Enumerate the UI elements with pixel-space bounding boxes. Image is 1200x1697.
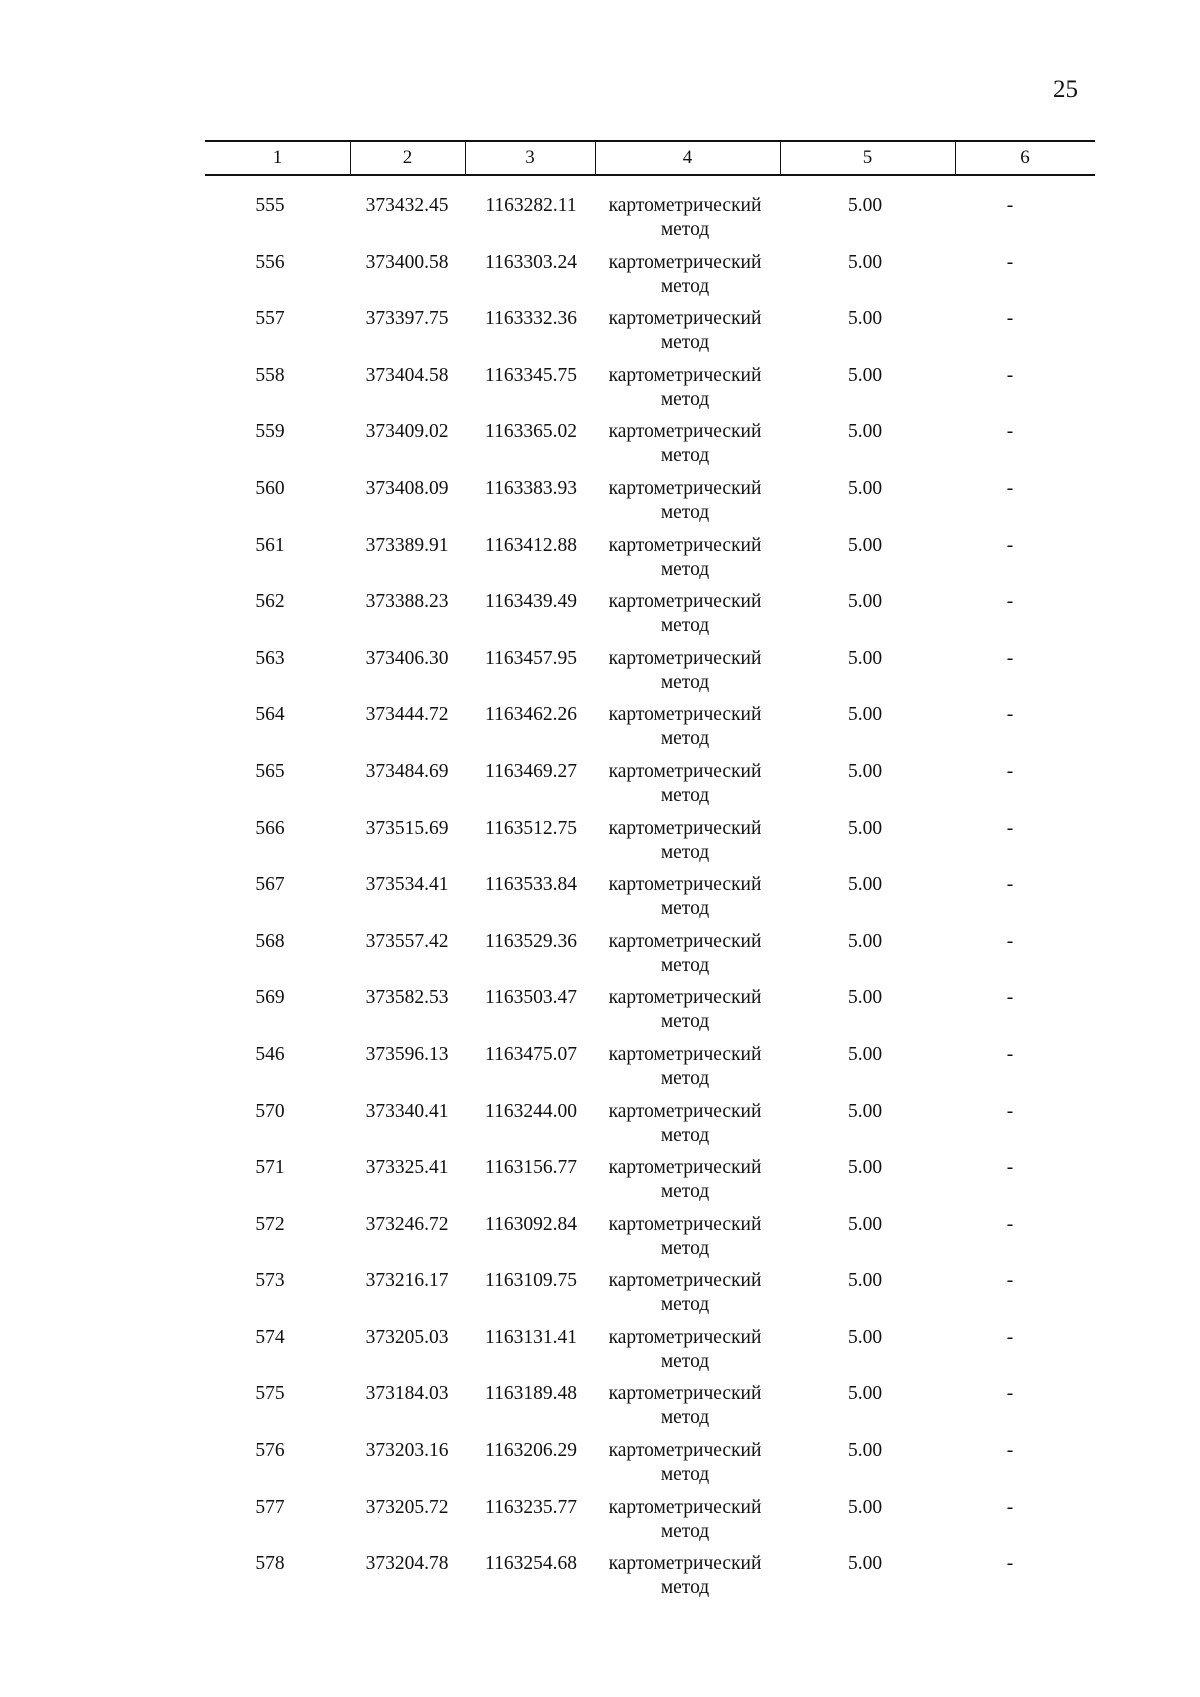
method-text: картометрический <box>608 704 762 726</box>
coordinate-x: 373484.69 <box>365 760 449 782</box>
method-cell <box>590 873 780 921</box>
point-number: 556 <box>255 251 285 273</box>
point-number: 571 <box>255 1157 285 1179</box>
coordinate-x: 373216.17 <box>365 1270 449 1292</box>
method-cell <box>590 364 780 412</box>
accuracy-value: 5.00 <box>847 364 883 386</box>
description-value: - <box>1006 1270 1014 1292</box>
table-row <box>0 986 1200 1043</box>
description-value: - <box>1006 364 1014 386</box>
point-number: 559 <box>255 421 285 443</box>
method-text: метод <box>660 898 710 920</box>
method-text: картометрический <box>608 817 762 839</box>
coordinate-x: 373444.72 <box>365 704 449 726</box>
method-cell <box>590 590 780 638</box>
point-number: 565 <box>255 760 285 782</box>
method-text: картометрический <box>608 534 762 556</box>
method-cell <box>590 647 780 695</box>
method-text: картометрический <box>608 874 762 896</box>
accuracy-value: 5.00 <box>847 421 883 443</box>
coordinate-x: 373409.02 <box>365 421 449 443</box>
method-cell <box>590 1326 780 1374</box>
table-row <box>0 194 1200 251</box>
method-text: метод <box>660 445 710 467</box>
method-text: метод <box>660 1237 710 1259</box>
method-text: метод <box>660 728 710 750</box>
table-row <box>0 1043 1200 1100</box>
method-text: картометрический <box>608 1553 762 1575</box>
method-text: метод <box>660 388 710 410</box>
header-col-3: 3 <box>525 147 535 168</box>
method-text: картометрический <box>608 251 762 273</box>
table-row <box>0 873 1200 930</box>
point-number: 576 <box>255 1440 285 1462</box>
table-row <box>0 703 1200 760</box>
method-text: метод <box>660 501 710 523</box>
table-row <box>0 1382 1200 1439</box>
description-value: - <box>1006 1213 1014 1235</box>
header-col-5: 5 <box>862 147 873 168</box>
method-cell <box>590 1439 780 1487</box>
description-value: - <box>1006 1043 1014 1065</box>
header-col-1: 1 <box>272 147 283 168</box>
method-text: картометрический <box>608 1440 762 1462</box>
description-value: - <box>1006 987 1014 1009</box>
coordinate-y: 1163109.75 <box>485 1270 577 1292</box>
accuracy-value: 5.00 <box>847 1383 883 1405</box>
method-cell <box>590 1043 780 1091</box>
table-row <box>0 1100 1200 1157</box>
accuracy-value: 5.00 <box>847 195 883 216</box>
point-number: 573 <box>255 1270 285 1292</box>
table-row <box>0 760 1200 817</box>
accuracy-value: 5.00 <box>847 308 883 330</box>
description-value: - <box>1006 647 1014 669</box>
method-cell <box>590 1100 780 1148</box>
point-number: 572 <box>255 1213 285 1235</box>
point-number: 569 <box>255 987 285 1009</box>
method-cell <box>590 930 780 978</box>
method-text: картометрический <box>608 1213 762 1235</box>
header-col-2: 2 <box>402 147 413 168</box>
accuracy-value: 5.00 <box>847 1440 883 1462</box>
description-value: - <box>1006 930 1014 952</box>
table-row <box>0 1439 1200 1496</box>
method-text: метод <box>660 784 710 806</box>
table-row <box>0 1552 1200 1609</box>
description-value: - <box>1006 308 1014 330</box>
method-cell <box>590 1213 780 1261</box>
accuracy-value: 5.00 <box>847 1270 883 1292</box>
point-number: 558 <box>255 364 285 386</box>
point-number: 577 <box>255 1496 285 1518</box>
table-row <box>0 1213 1200 1270</box>
point-number: 557 <box>255 308 285 330</box>
coordinate-y: 1163503.47 <box>485 987 577 1009</box>
method-text: картометрический <box>608 421 762 443</box>
method-cell <box>590 760 780 808</box>
coordinate-y: 1163131.41 <box>485 1326 577 1348</box>
table-row <box>0 420 1200 477</box>
method-cell <box>590 534 780 582</box>
coordinate-y: 1163189.48 <box>485 1383 577 1405</box>
accuracy-value: 5.00 <box>847 251 883 273</box>
coordinate-x: 373397.75 <box>365 308 449 330</box>
accuracy-value: 5.00 <box>847 1043 883 1065</box>
description-value: - <box>1006 874 1014 896</box>
point-number: 546 <box>255 1043 285 1065</box>
method-text: метод <box>660 332 710 354</box>
coordinate-x: 373432.45 <box>365 195 449 216</box>
coordinate-x: 373246.72 <box>365 1213 449 1235</box>
coordinate-y: 1163206.29 <box>485 1440 577 1462</box>
accuracy-value: 5.00 <box>847 534 883 556</box>
header-col-6: 6 <box>1020 147 1030 168</box>
coordinate-x: 373596.13 <box>365 1043 449 1065</box>
table-row <box>0 477 1200 534</box>
coordinate-y: 1163529.36 <box>485 930 577 952</box>
accuracy-value: 5.00 <box>847 930 883 952</box>
method-cell <box>590 420 780 468</box>
method-text: метод <box>660 1464 710 1486</box>
method-cell <box>590 1269 780 1317</box>
method-text: картометрический <box>608 760 762 782</box>
accuracy-value: 5.00 <box>847 1553 883 1575</box>
coordinate-y: 1163439.49 <box>485 591 577 613</box>
coordinate-x: 373404.58 <box>365 364 449 386</box>
coordinate-y: 1163254.68 <box>485 1553 577 1575</box>
method-cell <box>590 251 780 299</box>
method-cell <box>590 817 780 865</box>
coordinate-y: 1163469.27 <box>485 760 577 782</box>
method-cell <box>590 1552 780 1600</box>
coordinate-x: 373205.72 <box>365 1496 449 1518</box>
coordinate-x: 373203.16 <box>365 1440 449 1462</box>
coordinate-y: 1163332.36 <box>485 308 577 330</box>
coordinate-y: 1163365.02 <box>485 421 577 443</box>
point-number: 570 <box>255 1100 285 1122</box>
page-number: 25 <box>1053 76 1078 103</box>
method-text: метод <box>660 841 710 863</box>
method-text: метод <box>660 1407 710 1429</box>
method-text: метод <box>660 954 710 976</box>
method-text: метод <box>660 1350 710 1372</box>
description-value: - <box>1006 1440 1014 1462</box>
table-row <box>0 307 1200 364</box>
coordinate-x: 373582.53 <box>365 987 449 1009</box>
table-row <box>0 647 1200 704</box>
method-text: картометрический <box>608 308 762 330</box>
method-cell <box>590 477 780 525</box>
coordinate-y: 1163303.24 <box>485 251 577 273</box>
method-cell <box>590 307 780 355</box>
coordinate-x: 373184.03 <box>365 1383 449 1405</box>
accuracy-value: 5.00 <box>847 1326 883 1348</box>
table-row <box>0 1156 1200 1213</box>
accuracy-value: 5.00 <box>847 1100 883 1122</box>
point-number: 567 <box>255 874 285 896</box>
coordinate-x: 373515.69 <box>365 817 449 839</box>
method-text: метод <box>660 1181 710 1203</box>
table-row <box>0 930 1200 987</box>
description-value: - <box>1006 1157 1014 1179</box>
method-text: картометрический <box>608 364 762 386</box>
coordinate-y: 1163457.95 <box>485 647 577 669</box>
coordinate-x: 373389.91 <box>365 534 449 556</box>
method-cell <box>590 1496 780 1544</box>
method-text: картометрический <box>608 195 762 216</box>
table-row <box>0 1326 1200 1383</box>
table-row <box>0 817 1200 874</box>
table-row <box>0 1269 1200 1326</box>
point-number: 574 <box>255 1326 285 1348</box>
method-text: метод <box>660 671 710 693</box>
method-cell <box>590 986 780 1034</box>
method-text: метод <box>660 219 710 240</box>
method-text: картометрический <box>608 930 762 952</box>
coordinate-x: 373340.41 <box>365 1100 449 1122</box>
description-value: - <box>1006 195 1014 216</box>
description-value: - <box>1006 421 1014 443</box>
accuracy-value: 5.00 <box>847 1213 883 1235</box>
coordinate-x: 373406.30 <box>365 647 449 669</box>
accuracy-value: 5.00 <box>847 874 883 896</box>
method-text: картометрический <box>608 987 762 1009</box>
coordinate-x: 373205.03 <box>365 1326 449 1348</box>
coordinate-y: 1163156.77 <box>485 1157 577 1179</box>
method-cell <box>590 1156 780 1204</box>
method-text: метод <box>660 275 710 297</box>
coordinate-y: 1163282.11 <box>485 195 577 216</box>
description-value: - <box>1006 704 1014 726</box>
coordinate-x: 373388.23 <box>365 591 449 613</box>
description-value: - <box>1006 591 1014 613</box>
accuracy-value: 5.00 <box>847 817 883 839</box>
method-cell <box>590 1382 780 1430</box>
accuracy-value: 5.00 <box>847 647 883 669</box>
point-number: 560 <box>255 477 285 499</box>
coordinate-y: 1163462.26 <box>485 704 577 726</box>
description-value: - <box>1006 477 1014 499</box>
point-number: 555 <box>255 195 285 216</box>
description-value: - <box>1006 760 1014 782</box>
point-number: 568 <box>255 930 285 952</box>
method-text: картометрический <box>608 647 762 669</box>
point-number: 561 <box>255 534 285 556</box>
accuracy-value: 5.00 <box>847 477 883 499</box>
table-body <box>0 194 1200 1609</box>
table-row <box>0 1496 1200 1553</box>
coordinate-y: 1163345.75 <box>485 364 577 386</box>
point-number: 563 <box>255 647 285 669</box>
description-value: - <box>1006 1326 1014 1348</box>
method-text: метод <box>660 1011 710 1033</box>
coordinate-y: 1163383.93 <box>485 477 577 499</box>
coordinate-y: 1163244.00 <box>485 1100 577 1122</box>
table-row <box>0 364 1200 421</box>
description-value: - <box>1006 1383 1014 1405</box>
coordinate-y: 1163533.84 <box>485 874 577 896</box>
accuracy-value: 5.00 <box>847 987 883 1009</box>
method-text: картометрический <box>608 1100 762 1122</box>
method-text: метод <box>660 558 710 580</box>
coordinate-x: 373204.78 <box>365 1553 449 1575</box>
accuracy-value: 5.00 <box>847 1496 883 1518</box>
accuracy-value: 5.00 <box>847 760 883 782</box>
table-header <box>205 140 1095 176</box>
description-value: - <box>1006 1496 1014 1518</box>
method-text: картометрический <box>608 1383 762 1405</box>
method-text: метод <box>660 1294 710 1316</box>
description-value: - <box>1006 251 1014 273</box>
point-number: 578 <box>255 1553 285 1575</box>
coordinate-y: 1163512.75 <box>485 817 577 839</box>
coordinate-x: 373325.41 <box>365 1157 449 1179</box>
method-text: картометрический <box>608 1326 762 1348</box>
table-row <box>0 590 1200 647</box>
method-text: картометрический <box>608 1270 762 1292</box>
method-text: картометрический <box>608 1043 762 1065</box>
method-text: картометрический <box>608 1157 762 1179</box>
coordinate-x: 373534.41 <box>365 874 449 896</box>
coordinate-x: 373408.09 <box>365 477 449 499</box>
point-number: 564 <box>255 704 285 726</box>
description-value: - <box>1006 1100 1014 1122</box>
coordinate-x: 373557.42 <box>365 930 449 952</box>
method-text: метод <box>660 1577 710 1599</box>
description-value: - <box>1006 1553 1014 1575</box>
table-row <box>0 251 1200 308</box>
point-number: 575 <box>255 1383 285 1405</box>
coordinate-x: 373400.58 <box>365 251 449 273</box>
method-text: картометрический <box>608 1496 762 1518</box>
accuracy-value: 5.00 <box>847 591 883 613</box>
coordinate-y: 1163412.88 <box>485 534 577 556</box>
point-number: 566 <box>255 817 285 839</box>
coordinate-y: 1163235.77 <box>485 1496 577 1518</box>
method-cell <box>590 703 780 751</box>
description-value: - <box>1006 534 1014 556</box>
coordinate-y: 1163475.07 <box>485 1043 577 1065</box>
table-row <box>0 534 1200 591</box>
method-text: метод <box>660 1520 710 1542</box>
description-value: - <box>1006 817 1014 839</box>
coordinate-y: 1163092.84 <box>485 1213 577 1235</box>
method-cell <box>590 194 780 242</box>
accuracy-value: 5.00 <box>847 704 883 726</box>
method-text: картометрический <box>608 591 762 613</box>
method-text: метод <box>660 1067 710 1089</box>
method-text: метод <box>660 615 710 637</box>
method-text: метод <box>660 1124 710 1146</box>
header-col-4: 4 <box>682 147 693 168</box>
point-number: 562 <box>255 591 285 613</box>
method-text: картометрический <box>608 477 762 499</box>
accuracy-value: 5.00 <box>847 1157 883 1179</box>
